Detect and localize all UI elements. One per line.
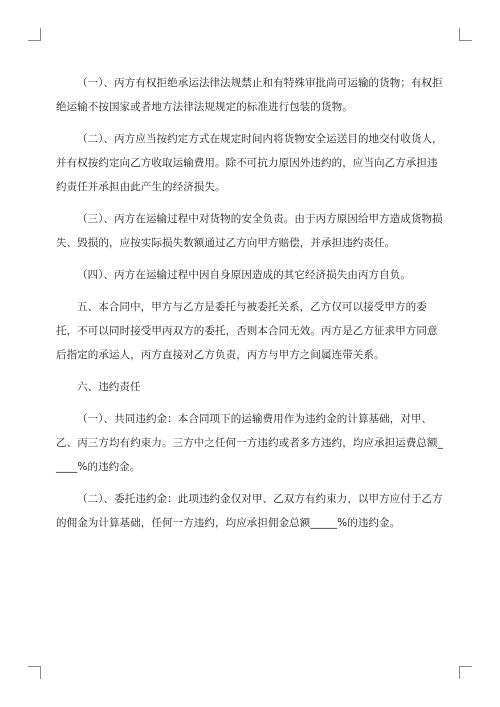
section-six-heading: 六、违约责任 <box>77 381 141 393</box>
corner-mark-bottom-left <box>28 666 41 679</box>
clause-c-3: （三）、丙方在运输过程中对货物的安全负责。由于丙方原因给甲方造成货物损失、毁损的，应按实际损失数额通过乙方向甲方赔偿，并承担违约责任。 <box>56 213 443 249</box>
breach-clause-1: （一）、共同违约金：本合同项下的运输费用作为违约金的计算基础，对甲、乙、丙三方均有约束力。三方中之任何一方违约或者多方违约，均应承担运费总额_____%的违约金。 <box>56 413 443 473</box>
breach-clause-2: （二）、委托违约金：此项违约金仅对甲、乙双方有约束力，以甲方应付于乙方的佣金为计算基础，任何一方违约，均应承担佣金总额_____%的违约金。 <box>56 493 443 529</box>
document-body <box>56 71 444 543</box>
corner-mark-bottom-right <box>459 666 472 679</box>
clause-c-1: （一）、丙方有权拒绝承运法律法规禁止和有特殊审批尚可运输的货物；有权拒绝运输不按国家或者地方法律法规规定的标准进行包装的货物。 <box>56 77 443 113</box>
clause-c-2: （二）、丙方应当按约定方式在规定时间内将货物安全运送目的地交付收货人，并有权按约定向乙方收取运输费用。除不可抗力原因外违约的，应当向乙方承担违约责任并承担由此产生的经济损失。 <box>56 133 443 193</box>
corner-mark-top-right <box>459 28 472 41</box>
section-five: 五、本合同中，甲方与乙方是委托与被委托关系，乙方仅可以接受甲方的委托，不可以同时接受甲丙双方的委托，否则本合同无效。丙方是乙方征求甲方同意后指定的承运人，丙方直接对乙方负责，丙方与甲方之间属连带关系。 <box>56 301 438 361</box>
clause-c-4: （四）、丙方在运输过程中因自身原因造成的其它经济损失由丙方自负。 <box>77 269 411 281</box>
corner-mark-top-left <box>28 28 41 41</box>
